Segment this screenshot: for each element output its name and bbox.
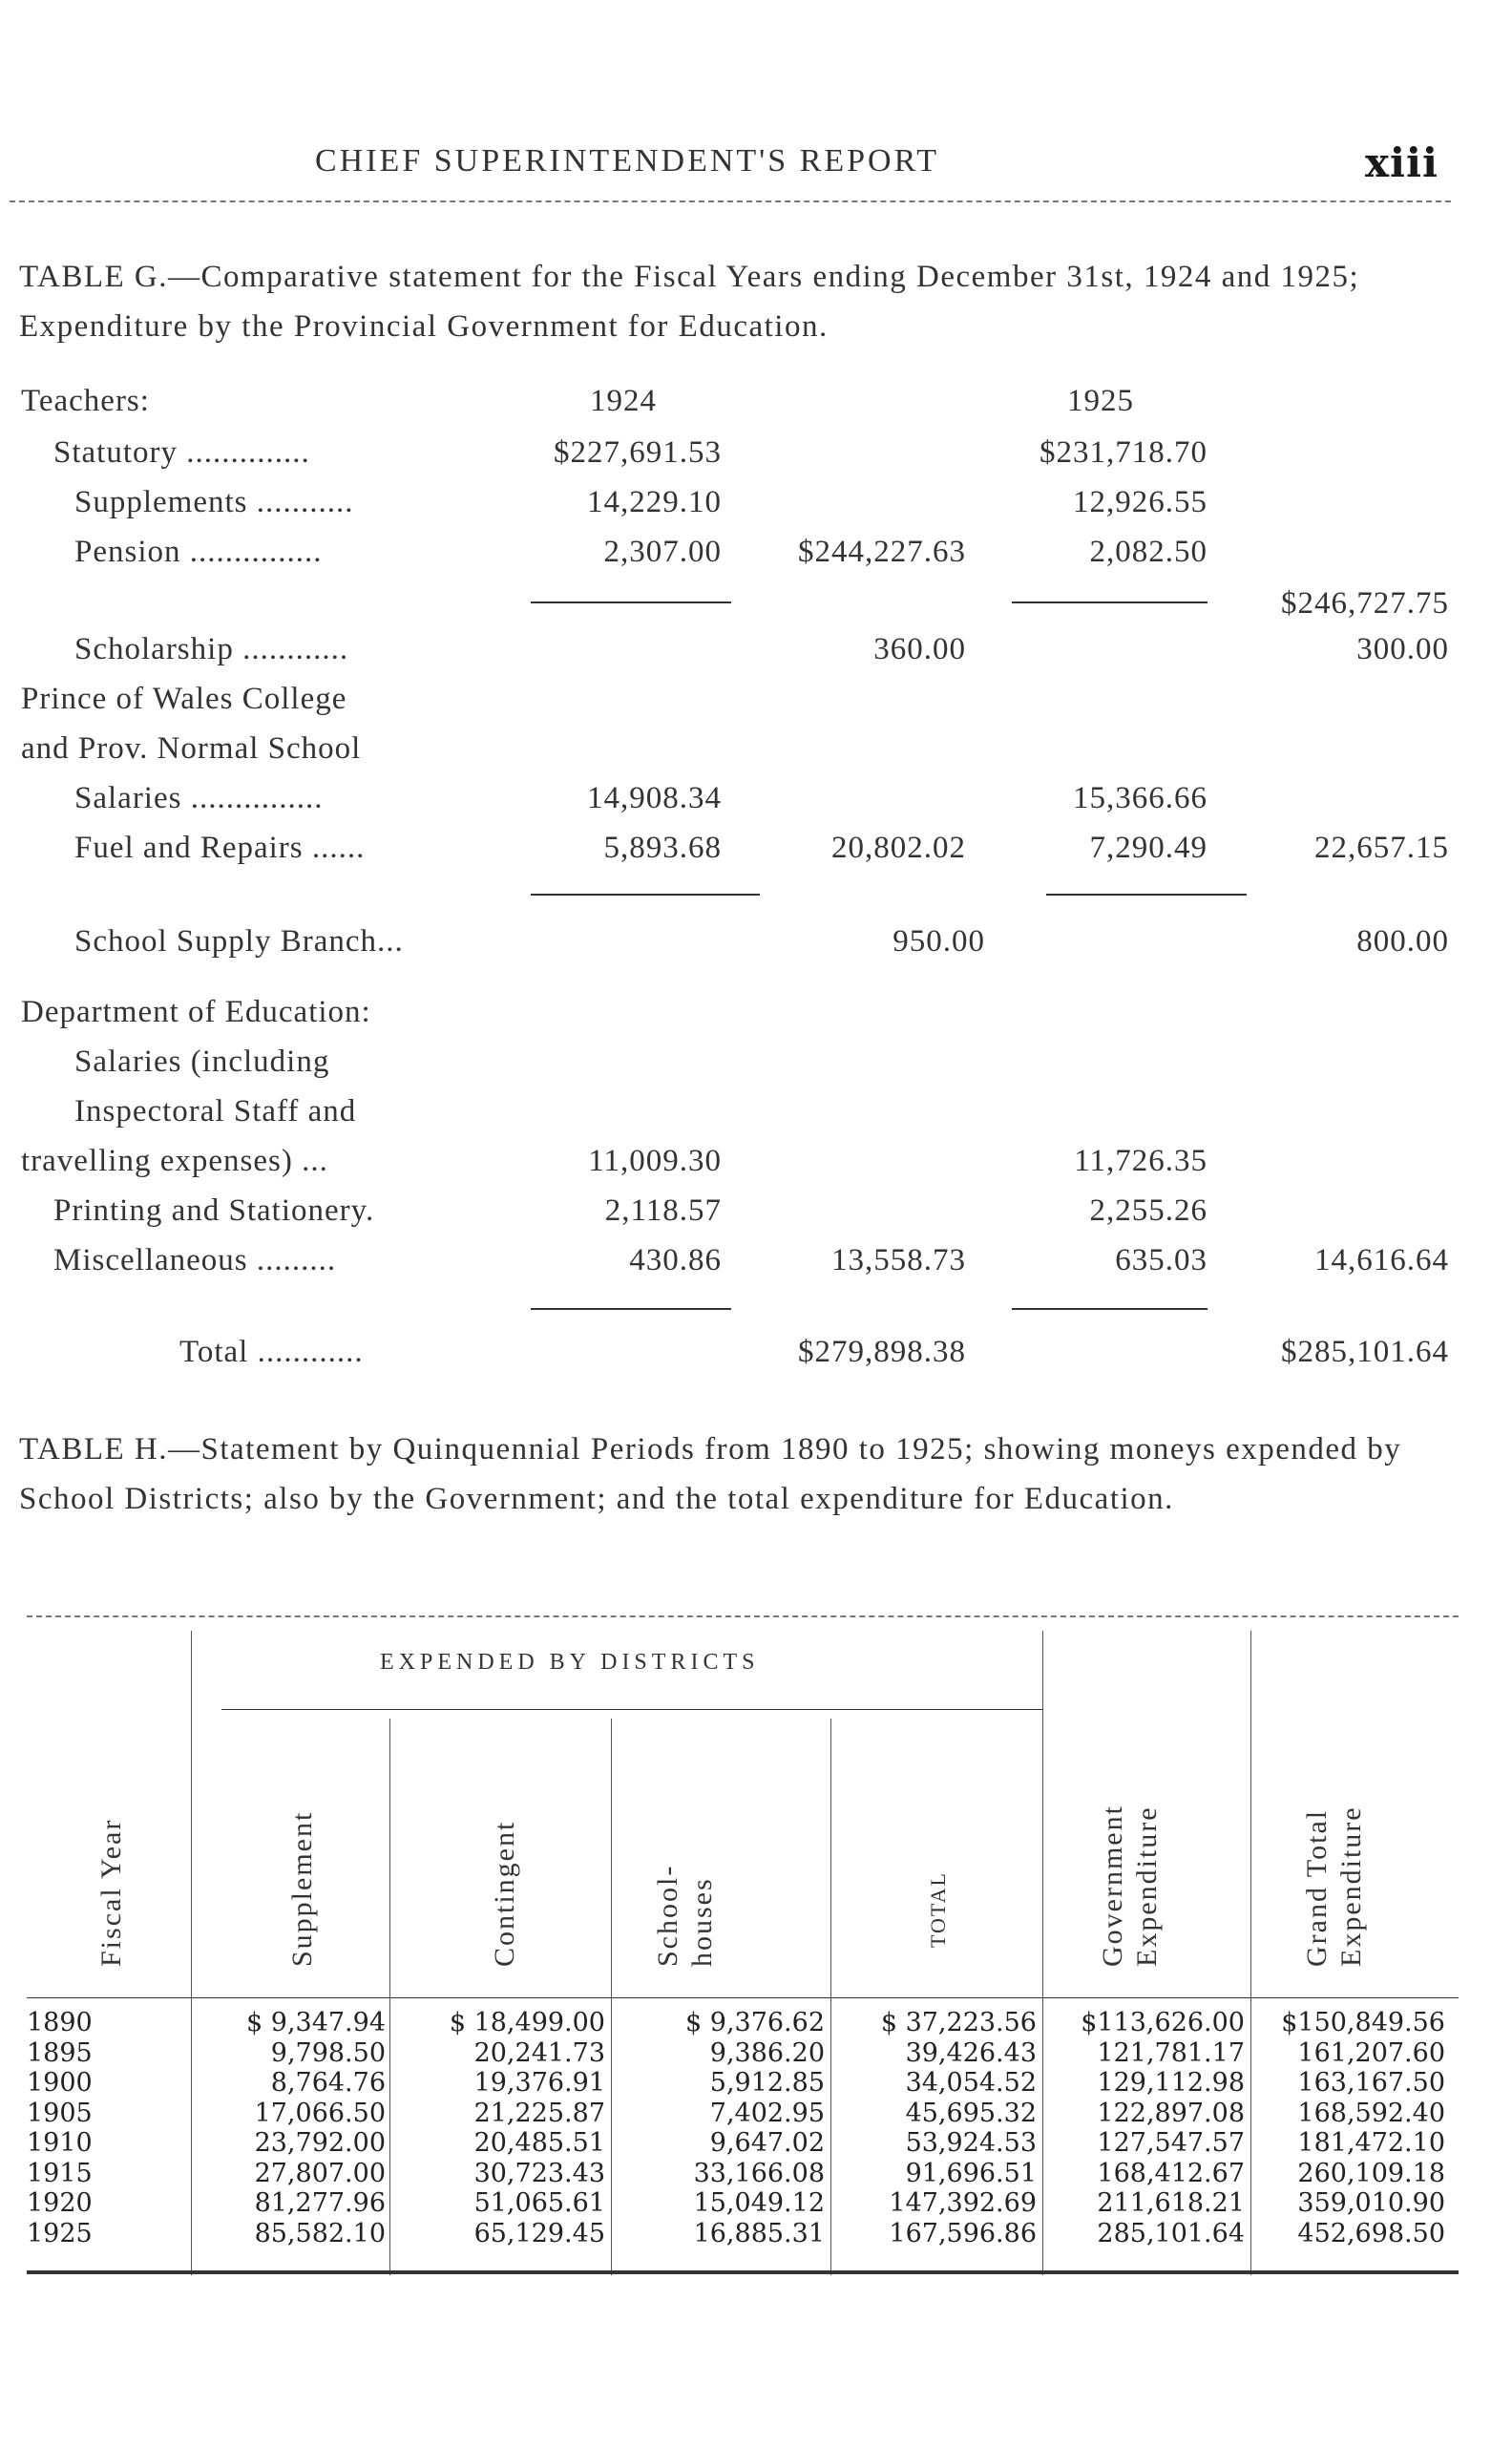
cell-schoolhouses: 9,386.20 bbox=[709, 2037, 825, 2068]
cell-schoolhouses: 15,049.12 bbox=[693, 2188, 825, 2218]
band-rule bbox=[221, 1709, 1042, 1710]
cell-year: 1895 bbox=[27, 2037, 93, 2068]
scholarship-label: Scholarship ............ bbox=[74, 632, 349, 666]
col-head-schoolhouses bbox=[651, 1865, 720, 1967]
cell-supplement: 8,764.76 bbox=[270, 2068, 386, 2098]
misc-1925: 635.03 bbox=[1115, 1243, 1208, 1277]
col-sep-1 bbox=[191, 1631, 192, 2275]
scholarship-1925: 300.00 bbox=[1356, 632, 1449, 666]
scholarship-1924: 360.00 bbox=[873, 632, 966, 666]
col-head-grand-total bbox=[1300, 1805, 1369, 1967]
col-head-fiscal-year: Fiscal Year bbox=[95, 1818, 127, 1967]
dept-salaries-1924: 11,009.30 bbox=[588, 1144, 722, 1178]
col-head-supplement: Supplement bbox=[286, 1810, 318, 1967]
col-head-contingent: Contingent bbox=[489, 1820, 520, 1967]
misc-1924: 430.86 bbox=[629, 1243, 722, 1277]
cell-government: 129,112.98 bbox=[1097, 2068, 1245, 2098]
cell-government: $113,626.00 bbox=[1081, 2008, 1245, 2037]
cell-supplement: 81,277.96 bbox=[254, 2188, 386, 2218]
col-head-schoolhouses-line1: School- bbox=[652, 1864, 683, 1967]
cell-schoolhouses: 5,912.85 bbox=[709, 2068, 825, 2098]
dept-rule-1925 bbox=[1012, 1308, 1208, 1310]
dept-subtotal-1924: 13,558.73 bbox=[831, 1243, 966, 1277]
cell-grand-total: 161,207.60 bbox=[1297, 2037, 1445, 2068]
cell-contingent: 19,376.91 bbox=[473, 2068, 605, 2098]
salaries-1924: 14,908.34 bbox=[587, 781, 722, 815]
cell-schoolhouses: 33,166.08 bbox=[693, 2158, 825, 2188]
supplements-1924: 14,229.10 bbox=[587, 485, 722, 519]
cell-total: 147,392.69 bbox=[889, 2188, 1037, 2218]
cell-total: $ 37,223.56 bbox=[880, 2008, 1037, 2037]
expended-by-districts-label: EXPENDED BY DISTRICTS bbox=[380, 1650, 760, 1675]
cell-grand-total: 181,472.10 bbox=[1297, 2128, 1445, 2158]
dept-salaries-line2: Inspectoral Staff and bbox=[74, 1094, 357, 1129]
pwc-subtotal-1924: 20,802.02 bbox=[831, 831, 966, 865]
table-h-top-rule bbox=[27, 1615, 1459, 1617]
statutory-1925: $231,718.70 bbox=[1040, 435, 1208, 470]
cell-total: 34,054.52 bbox=[905, 2068, 1037, 2098]
cell-government: 127,547.57 bbox=[1097, 2128, 1245, 2158]
col-head-total: TOTAL bbox=[926, 1871, 950, 1948]
fuel-repairs-1925: 7,290.49 bbox=[1089, 831, 1208, 865]
dept-heading: Department of Education: bbox=[21, 995, 371, 1029]
pwc-heading-line2: and Prov. Normal School bbox=[21, 731, 362, 766]
cell-schoolhouses: 7,402.95 bbox=[709, 2098, 825, 2128]
cell-contingent: 21,225.87 bbox=[473, 2098, 605, 2128]
cell-government: 168,412.67 bbox=[1097, 2158, 1245, 2188]
cell-schoolhouses: 16,885.31 bbox=[693, 2218, 825, 2248]
school-supply-1924: 950.00 bbox=[892, 924, 985, 959]
cell-grand-total: $150,849.56 bbox=[1281, 2008, 1445, 2037]
col-sep-6 bbox=[1250, 1631, 1251, 2275]
cell-government: 122,897.08 bbox=[1097, 2098, 1245, 2128]
salaries-1925: 15,366.66 bbox=[1073, 781, 1208, 815]
cell-supplement: 17,066.50 bbox=[254, 2098, 386, 2128]
cell-contingent: 30,723.43 bbox=[473, 2158, 605, 2188]
misc-label: Miscellaneous ......... bbox=[53, 1243, 337, 1277]
cell-total: 39,426.43 bbox=[905, 2037, 1037, 2068]
col-head-government bbox=[1096, 1804, 1165, 1967]
dept-subtotal-1925: 14,616.64 bbox=[1314, 1243, 1449, 1277]
pwc-rule-1925 bbox=[1046, 894, 1247, 896]
pwc-heading-line1: Prince of Wales College bbox=[21, 682, 347, 716]
fuel-repairs-1924: 5,893.68 bbox=[603, 831, 722, 865]
salaries-label: Salaries ............... bbox=[74, 781, 324, 815]
pwc-rule-1924 bbox=[531, 894, 760, 896]
teachers-rule-1925 bbox=[1012, 601, 1208, 603]
supplements-1925: 12,926.55 bbox=[1073, 485, 1208, 519]
pension-1924: 2,307.00 bbox=[603, 535, 722, 569]
total-1924: $279,898.38 bbox=[798, 1335, 966, 1369]
col-head-government-line2: Expenditure bbox=[1131, 1805, 1163, 1967]
pension-1925: 2,082.50 bbox=[1089, 535, 1208, 569]
cell-year: 1905 bbox=[27, 2098, 93, 2128]
cell-year: 1910 bbox=[27, 2128, 93, 2158]
cell-contingent: 51,065.61 bbox=[473, 2188, 605, 2218]
cell-total: 167,596.86 bbox=[889, 2218, 1037, 2248]
teachers-label: Teachers: bbox=[21, 384, 150, 418]
teachers-subtotal-1925: $246,727.75 bbox=[1281, 586, 1449, 621]
cell-supplement: 23,792.00 bbox=[254, 2128, 386, 2158]
cell-year: 1890 bbox=[27, 2008, 93, 2037]
cell-grand-total: 163,167.50 bbox=[1297, 2068, 1445, 2098]
teachers-rule-1924 bbox=[531, 601, 731, 603]
printing-1925: 2,255.26 bbox=[1089, 1193, 1208, 1228]
pension-label: Pension ............... bbox=[74, 535, 323, 569]
table-h-caption: TABLE H.—Statement by Quinquennial Periods from 1890 to 1925; showing moneys expended by School Districts; also by the Government; and the total expenditure for Education. bbox=[19, 1432, 1402, 1516]
header-rule bbox=[10, 200, 1451, 202]
printing-label: Printing and Stationery. bbox=[53, 1193, 375, 1228]
supplements-label: Supplements ........... bbox=[74, 485, 354, 519]
total-1925: $285,101.64 bbox=[1281, 1335, 1449, 1369]
printing-1924: 2,118.57 bbox=[604, 1193, 722, 1228]
cell-contingent: 20,241.73 bbox=[473, 2037, 605, 2068]
table-h-head-rule bbox=[27, 1997, 1459, 1998]
table-h-bottom-rule bbox=[27, 2270, 1459, 2274]
total-label: Total ............ bbox=[179, 1335, 364, 1369]
statutory-label: Statutory .............. bbox=[53, 435, 310, 470]
cell-year: 1900 bbox=[27, 2068, 93, 2098]
cell-government: 211,618.21 bbox=[1097, 2188, 1245, 2218]
dept-salaries-line3: travelling expenses) ... bbox=[21, 1144, 328, 1178]
cell-grand-total: 168,592.40 bbox=[1297, 2098, 1445, 2128]
pwc-subtotal-1925: 22,657.15 bbox=[1314, 831, 1449, 865]
cell-year: 1920 bbox=[27, 2188, 93, 2218]
teachers-subtotal-1924: $244,227.63 bbox=[798, 535, 966, 569]
year-1924-heading: 1924 bbox=[590, 384, 657, 418]
cell-grand-total: 359,010.90 bbox=[1297, 2188, 1445, 2218]
cell-grand-total: 452,698.50 bbox=[1297, 2218, 1445, 2248]
col-head-grand-total-line1: Grand Total bbox=[1301, 1808, 1333, 1967]
cell-schoolhouses: 9,647.02 bbox=[709, 2128, 825, 2158]
col-sep-5 bbox=[1042, 1631, 1043, 2275]
running-title: CHIEF SUPERINTENDENT'S REPORT bbox=[315, 143, 940, 179]
page-number: xiii bbox=[1365, 139, 1438, 186]
cell-total: 53,924.53 bbox=[905, 2128, 1037, 2158]
cell-supplement: $ 9,347.94 bbox=[246, 2008, 386, 2037]
cell-supplement: 85,582.10 bbox=[254, 2218, 386, 2248]
cell-year: 1925 bbox=[27, 2218, 93, 2248]
cell-contingent: 20,485.51 bbox=[473, 2128, 605, 2158]
cell-schoolhouses: $ 9,376.62 bbox=[685, 2008, 825, 2037]
dept-rule-1924 bbox=[531, 1308, 731, 1310]
school-supply-1925: 800.00 bbox=[1356, 924, 1449, 959]
dept-salaries-1925: 11,726.35 bbox=[1074, 1144, 1208, 1178]
year-1925-heading: 1925 bbox=[1067, 384, 1134, 418]
table-g-caption: TABLE G.—Comparative statement for the Fiscal Years ending December 31st, 1924 and 1925; Expenditure by the Provincial Government for Education. bbox=[19, 260, 1360, 344]
cell-supplement: 9,798.50 bbox=[270, 2037, 386, 2068]
cell-contingent: $ 18,499.00 bbox=[449, 2008, 605, 2037]
cell-grand-total: 260,109.18 bbox=[1297, 2158, 1445, 2188]
fuel-repairs-label: Fuel and Repairs ...... bbox=[74, 831, 366, 865]
statutory-1924: $227,691.53 bbox=[554, 435, 722, 470]
cell-total: 45,695.32 bbox=[905, 2098, 1037, 2128]
cell-year: 1915 bbox=[27, 2158, 93, 2188]
school-supply-label: School Supply Branch... bbox=[74, 924, 404, 959]
cell-total: 91,696.51 bbox=[905, 2158, 1037, 2188]
cell-government: 285,101.64 bbox=[1097, 2218, 1245, 2248]
col-head-government-line1: Government bbox=[1097, 1804, 1128, 1967]
col-head-schoolhouses-line2: houses bbox=[686, 1877, 718, 1967]
cell-contingent: 65,129.45 bbox=[473, 2218, 605, 2248]
cell-supplement: 27,807.00 bbox=[254, 2158, 386, 2188]
cell-government: 121,781.17 bbox=[1097, 2037, 1245, 2068]
col-head-grand-total-line2: Expenditure bbox=[1335, 1805, 1367, 1967]
dept-salaries-line1: Salaries (including bbox=[74, 1045, 330, 1079]
